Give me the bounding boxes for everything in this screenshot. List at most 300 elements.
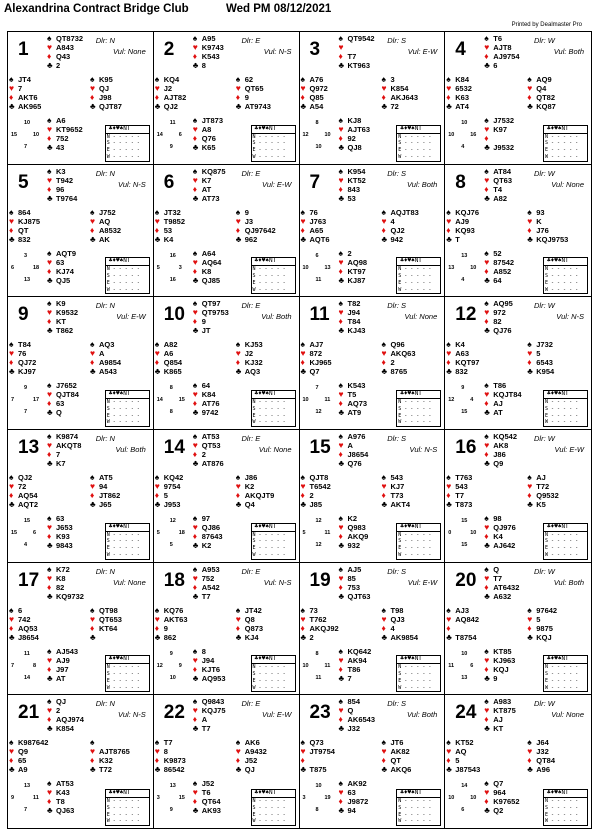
- east-club-holding: [527, 102, 556, 111]
- cards: AJ5: [347, 564, 362, 574]
- east-club-holding: [527, 500, 559, 509]
- cards: 72: [18, 482, 27, 491]
- cards: KT: [493, 724, 504, 734]
- north-club-holding: [193, 194, 226, 203]
- cards: AJ543: [56, 646, 79, 656]
- east-hand: [527, 340, 554, 376]
- east-hand: [236, 208, 276, 244]
- board-number: 16: [455, 437, 477, 458]
- board-number: 24: [455, 702, 477, 724]
- south-club-holding: [193, 143, 223, 152]
- cards: QJ2: [163, 102, 178, 111]
- heart-icon: ♥: [9, 348, 15, 359]
- cards: AKQ9: [347, 532, 369, 541]
- hcp-counts: [11, 783, 45, 815]
- cards: AT: [201, 184, 212, 194]
- spade-icon: ♠: [381, 604, 387, 615]
- hcp-s: 11: [315, 276, 322, 283]
- heart-icon: ♥: [300, 613, 306, 624]
- board-24: [445, 695, 591, 828]
- spade-icon: ♠: [300, 737, 306, 748]
- cards: Q4: [244, 500, 255, 509]
- club-icon: ♣: [154, 499, 161, 509]
- double-dummy-table: [251, 125, 296, 162]
- cards: KQ76: [163, 605, 184, 615]
- dd-header: ♣♦♥♠NT: [397, 790, 440, 798]
- diamond-icon: ♦: [484, 265, 489, 276]
- heart-icon: ♥: [381, 481, 387, 491]
- dd-row: W - - - - -: [106, 419, 140, 426]
- north-hand: [484, 167, 512, 203]
- cards: 63: [56, 257, 65, 267]
- dd-row: N - - - - -: [252, 531, 286, 538]
- diamond-icon: ♦: [446, 92, 451, 102]
- spade-icon: ♠: [484, 431, 489, 441]
- dd-row: N - - - - -: [252, 399, 286, 405]
- heart-icon: ♥: [192, 522, 198, 532]
- dealer-label: Dlr: E: [241, 301, 261, 311]
- spade-icon: ♠: [381, 737, 387, 748]
- double-dummy-table: [105, 523, 150, 560]
- heart-icon: ♥: [338, 440, 344, 450]
- east-spade-holding: [382, 208, 419, 217]
- spade-icon: ♠: [235, 206, 241, 217]
- dd-row: E - - - - -: [398, 811, 432, 818]
- cards: JT862: [99, 491, 121, 500]
- cards: T875: [309, 765, 327, 775]
- board-number: 21: [18, 702, 40, 724]
- heart-icon: ♥: [527, 481, 533, 491]
- diamond-icon: ♦: [484, 663, 489, 674]
- diamond-icon: ♦: [90, 755, 95, 766]
- cards: QJT63: [347, 591, 371, 601]
- hcp-n: 13: [461, 252, 468, 259]
- cards: T: [455, 234, 460, 244]
- cards: KT52: [347, 175, 366, 185]
- north-hand: [484, 432, 517, 468]
- cards: KT85: [493, 646, 512, 656]
- hcp-e: 15: [178, 795, 185, 802]
- hcp-e: 18: [178, 530, 185, 536]
- west-club-holding: [155, 765, 186, 774]
- club-icon: ♣: [90, 764, 96, 775]
- dd-row: E - - - - -: [252, 147, 286, 154]
- hcp-n: 10: [461, 650, 468, 657]
- north-hand: [47, 565, 84, 601]
- diamond-icon: ♦: [527, 224, 532, 235]
- cards: KQ642: [347, 646, 372, 656]
- cards: AJ9: [455, 216, 470, 226]
- cards: JT: [201, 326, 211, 336]
- heart-icon: ♥: [446, 613, 452, 624]
- dd-row: N - - - - -: [545, 133, 579, 140]
- diamond-icon: ♦: [192, 714, 198, 725]
- cards: AK93: [201, 806, 221, 816]
- cards: KQ42: [163, 473, 184, 482]
- hcp-n: 8: [315, 650, 319, 657]
- club-icon: ♣: [381, 499, 388, 509]
- cards: 3: [390, 75, 395, 84]
- south-club-holding: [484, 541, 516, 550]
- spade-icon: ♠: [47, 645, 52, 656]
- cards: J32: [536, 747, 549, 757]
- dd-row: N - - - - -: [106, 133, 140, 140]
- cards: J8654: [347, 450, 369, 459]
- hcp-s: 15: [461, 409, 468, 416]
- club-icon: ♣: [154, 631, 161, 642]
- dd-row: N - - - - -: [545, 664, 579, 671]
- west-spade-holding: [9, 738, 48, 747]
- hcp-w: 10: [302, 397, 309, 404]
- dd-header: ♣♦♥♠NT: [106, 656, 149, 664]
- vulnerability-label: Vul: Both: [261, 312, 292, 322]
- cards: K97: [493, 125, 508, 134]
- heart-icon: ♥: [300, 83, 306, 93]
- vulnerability-label: Vul: E-W: [116, 312, 146, 322]
- club-icon: ♣: [527, 499, 533, 509]
- heart-icon: ♥: [90, 481, 96, 491]
- cards: Q73: [309, 738, 324, 748]
- dd-row: S - - - - -: [252, 140, 286, 147]
- cards: J32: [347, 724, 361, 734]
- spade-icon: ♠: [47, 247, 52, 258]
- cards: KJ43: [347, 326, 366, 336]
- club-icon: ♣: [154, 764, 161, 775]
- board-20: [445, 563, 591, 696]
- east-hand: [236, 738, 267, 774]
- east-hand: [236, 75, 271, 111]
- hcp-n: 8: [315, 120, 319, 126]
- hcp-s: 12: [315, 409, 322, 416]
- cards: K5: [536, 500, 546, 509]
- spade-icon: ♠: [192, 165, 198, 176]
- cards: 53: [163, 225, 173, 235]
- diamond-icon: ♦: [192, 316, 198, 327]
- cards: AQJ974: [56, 715, 84, 725]
- south-heart-holding: [339, 656, 372, 665]
- cards: 864: [18, 207, 31, 217]
- cards: A8: [201, 125, 212, 134]
- heart-icon: ♥: [192, 307, 198, 318]
- board-1: [8, 32, 154, 165]
- board-13: [8, 430, 154, 563]
- double-dummy-table: [543, 125, 588, 162]
- dd-header: ♣♦♥♠NT: [106, 524, 149, 532]
- cards: J64: [536, 738, 549, 748]
- club-icon: ♣: [192, 325, 199, 336]
- east-club-holding: [236, 500, 275, 509]
- cards: 93: [536, 207, 545, 217]
- west-hand: [155, 340, 182, 376]
- cards: J2: [244, 349, 254, 359]
- cards: AQT2: [18, 500, 39, 509]
- spade-icon: ♠: [192, 563, 198, 574]
- dd-header: ♣♦♥♠NT: [544, 790, 587, 798]
- dd-row: W - - - - -: [252, 818, 286, 825]
- west-club-holding: [9, 500, 38, 509]
- south-hand: [47, 381, 79, 417]
- spade-icon: ♠: [338, 115, 344, 125]
- cards: JT873: [201, 116, 224, 125]
- south-heart-holding: [484, 390, 521, 399]
- vulnerability-label: Vul: N-S: [263, 577, 292, 587]
- cards: AKQ6: [390, 765, 412, 775]
- east-club-holding: [527, 633, 557, 642]
- spade-icon: ♠: [235, 604, 241, 615]
- cards: 96: [56, 184, 65, 194]
- west-hand: [446, 738, 480, 774]
- cards: 964: [493, 788, 506, 798]
- cards: 2: [390, 358, 395, 368]
- north-club-holding: [47, 459, 81, 468]
- cards: QJ8: [347, 143, 362, 152]
- dd-row: E - - - - -: [545, 147, 579, 154]
- dd-row: E - - - - -: [545, 677, 579, 684]
- vulnerability-label: Vul: N-S: [263, 47, 292, 56]
- cards: KT9652: [56, 125, 83, 134]
- spade-icon: ♠: [9, 737, 14, 748]
- club-icon: ♣: [300, 101, 307, 111]
- heart-icon: ♥: [192, 256, 198, 267]
- dealer-label: Dlr: E: [241, 434, 261, 443]
- cards: A852: [493, 266, 512, 276]
- club-icon: ♣: [338, 325, 345, 336]
- page-header: [4, 3, 594, 31]
- cards: KQJ76: [455, 207, 480, 217]
- cards: K7: [56, 459, 66, 468]
- dd-row: S - - - - -: [252, 273, 286, 280]
- dd-header: ♣♦♥♠NT: [397, 126, 440, 134]
- board-number: 9: [18, 304, 29, 326]
- cards: K84: [455, 75, 470, 84]
- west-hand: [301, 473, 331, 509]
- west-club-holding: [301, 102, 328, 111]
- spade-icon: ♠: [90, 74, 95, 84]
- double-dummy-table: [396, 655, 441, 692]
- east-heart-holding: [90, 615, 122, 624]
- dd-row: W - - - - -: [398, 419, 432, 426]
- west-club-holding: [446, 102, 472, 111]
- north-club-holding: [484, 459, 517, 468]
- west-hand: [301, 738, 335, 774]
- board-number: 23: [309, 702, 331, 724]
- cards: AJT8: [493, 43, 512, 52]
- cards: T9764: [56, 193, 78, 203]
- spade-icon: ♠: [192, 696, 198, 707]
- heart-icon: ♥: [192, 705, 198, 716]
- west-club-holding: [301, 765, 335, 774]
- cards: QJT87: [99, 102, 122, 111]
- cards: K2: [201, 541, 212, 550]
- spade-icon: ♠: [9, 339, 14, 350]
- vulnerability-label: Vul: Both: [406, 710, 438, 720]
- south-club-holding: [339, 806, 369, 815]
- cards: KQ9732: [56, 591, 84, 601]
- east-heart-holding: [90, 84, 122, 93]
- heart-icon: ♥: [338, 522, 344, 532]
- cards: 9742: [201, 408, 219, 418]
- cards: AJT82: [163, 93, 187, 102]
- club-icon: ♣: [338, 60, 345, 70]
- cards: A96: [536, 765, 551, 775]
- cards: Q2: [493, 806, 504, 816]
- club-icon: ♣: [235, 366, 242, 377]
- heart-icon: ♥: [338, 42, 344, 52]
- cards: T7: [163, 738, 173, 748]
- spade-icon: ♠: [192, 645, 198, 656]
- hcp-w: 14: [156, 132, 163, 138]
- west-heart-holding: [155, 84, 187, 93]
- cards: 832: [18, 234, 31, 244]
- diamond-icon: ♦: [235, 755, 241, 766]
- dd-row: W - - - - -: [545, 419, 579, 426]
- north-spade-holding: [339, 34, 375, 43]
- south-hand: [484, 647, 515, 683]
- cards: T9852: [163, 216, 186, 226]
- heart-icon: ♥: [338, 174, 344, 185]
- hcp-s: 13: [24, 276, 31, 283]
- club-icon: ♣: [300, 366, 307, 377]
- cards: Q7: [493, 779, 504, 789]
- diamond-icon: ♦: [484, 398, 489, 409]
- cards: J7652: [56, 381, 77, 391]
- board-22: [154, 695, 300, 828]
- diamond-icon: ♦: [338, 183, 343, 194]
- dd-row: N - - - - -: [252, 798, 286, 804]
- double-dummy-table: [396, 257, 441, 294]
- spade-icon: ♠: [154, 737, 160, 748]
- dd-row: N - - - - -: [545, 399, 579, 405]
- south-club-holding: [193, 541, 223, 550]
- cards: QJ2: [390, 225, 405, 235]
- cards: Q9532: [536, 491, 559, 500]
- diamond-icon: ♦: [154, 357, 160, 368]
- east-hand: [90, 606, 122, 642]
- cards: J7532: [493, 116, 515, 125]
- cards: 9: [493, 673, 498, 683]
- cards: J763: [309, 216, 327, 226]
- cards: A953: [201, 564, 220, 574]
- hcp-w: 15: [11, 530, 18, 536]
- north-spade-holding: [47, 432, 81, 441]
- club-icon: ♣: [47, 590, 53, 601]
- cards: K854: [390, 84, 409, 93]
- club-icon: ♣: [381, 631, 388, 642]
- club-icon: ♣: [338, 142, 345, 152]
- cards: J52: [201, 779, 215, 789]
- north-club-holding: [339, 194, 366, 203]
- club-icon: ♣: [527, 764, 533, 775]
- west-club-holding: [301, 500, 331, 509]
- north-club-holding: [484, 592, 519, 601]
- dd-row: S - - - - -: [545, 671, 579, 678]
- cards: K93: [56, 532, 70, 541]
- cards: 2: [309, 491, 314, 500]
- cards: T4: [493, 184, 503, 194]
- dd-row: S - - - - -: [545, 804, 579, 811]
- cards: Q96: [390, 340, 405, 350]
- club-icon: ♣: [527, 631, 533, 642]
- north-club-holding: [47, 61, 83, 70]
- club-icon: ♣: [47, 458, 53, 468]
- dd-row: W - - - - -: [545, 552, 579, 559]
- heart-icon: ♥: [192, 440, 198, 450]
- heart-icon: ♥: [484, 787, 490, 798]
- double-dummy-table: [105, 390, 150, 427]
- cards: AJT63: [347, 125, 371, 134]
- vulnerability-label: Vul: None: [404, 312, 438, 322]
- diamond-icon: ♦: [90, 92, 95, 102]
- cards: K9: [56, 299, 66, 309]
- cards: 94: [99, 482, 108, 491]
- cards: QT9542: [347, 34, 375, 43]
- hcp-e: 10: [470, 530, 477, 536]
- north-hand: [193, 565, 220, 601]
- dd-header: ♣♦♥♠NT: [252, 391, 295, 399]
- cards: K65: [201, 143, 216, 152]
- cards: KQJ9753: [536, 234, 569, 244]
- cards: Q854: [163, 358, 183, 368]
- north-hand: [47, 167, 77, 203]
- hcp-w: 7: [11, 397, 15, 404]
- cards: AK94: [347, 655, 367, 665]
- hcp-n: 3: [24, 252, 28, 259]
- dealer-label: Dlr: E: [241, 699, 261, 709]
- south-spade-holding: [484, 381, 521, 390]
- board-number: 10: [163, 304, 185, 326]
- heart-icon: ♥: [235, 83, 241, 93]
- east-club-holding: [90, 102, 122, 111]
- hcp-n: 8: [169, 385, 173, 392]
- cards: J752: [99, 207, 116, 217]
- cards: 63: [347, 788, 356, 798]
- spade-icon: ♠: [235, 737, 241, 748]
- cards: KJ875: [18, 216, 41, 226]
- diamond-icon: ♦: [235, 490, 241, 500]
- hcp-w: 10: [302, 264, 309, 271]
- hcp-n: 11: [24, 650, 30, 657]
- diamond-icon: ♦: [90, 490, 95, 500]
- spade-icon: ♠: [381, 74, 387, 84]
- double-dummy-table: [105, 125, 150, 162]
- east-hand: [382, 75, 419, 111]
- east-hand: [382, 473, 411, 509]
- cards: K9874: [56, 432, 79, 441]
- board-21: [8, 695, 154, 828]
- club-icon: ♣: [446, 233, 452, 244]
- east-hand: [382, 340, 416, 376]
- hcp-e: 6: [178, 132, 182, 138]
- diamond-icon: ♦: [192, 265, 198, 276]
- club-icon: ♣: [338, 723, 345, 734]
- cards: AJ9: [56, 655, 70, 665]
- hcp-n: 10: [461, 120, 468, 126]
- north-hand: [193, 34, 224, 70]
- cards: 7: [56, 450, 61, 459]
- cards: AJ9754: [493, 52, 520, 61]
- cards: AQ73: [347, 399, 368, 409]
- cards: QJ76: [493, 326, 512, 336]
- dealer-label: Dlr: N: [95, 168, 115, 178]
- hcp-s: 13: [461, 674, 468, 681]
- spade-icon: ♠: [484, 298, 489, 309]
- hcp-n: 6: [315, 252, 319, 259]
- north-heart-holding: [47, 43, 83, 52]
- diamond-icon: ♦: [47, 714, 52, 725]
- club-icon: ♣: [235, 631, 242, 642]
- north-heart-holding: [47, 574, 84, 583]
- cards: T942: [56, 175, 74, 185]
